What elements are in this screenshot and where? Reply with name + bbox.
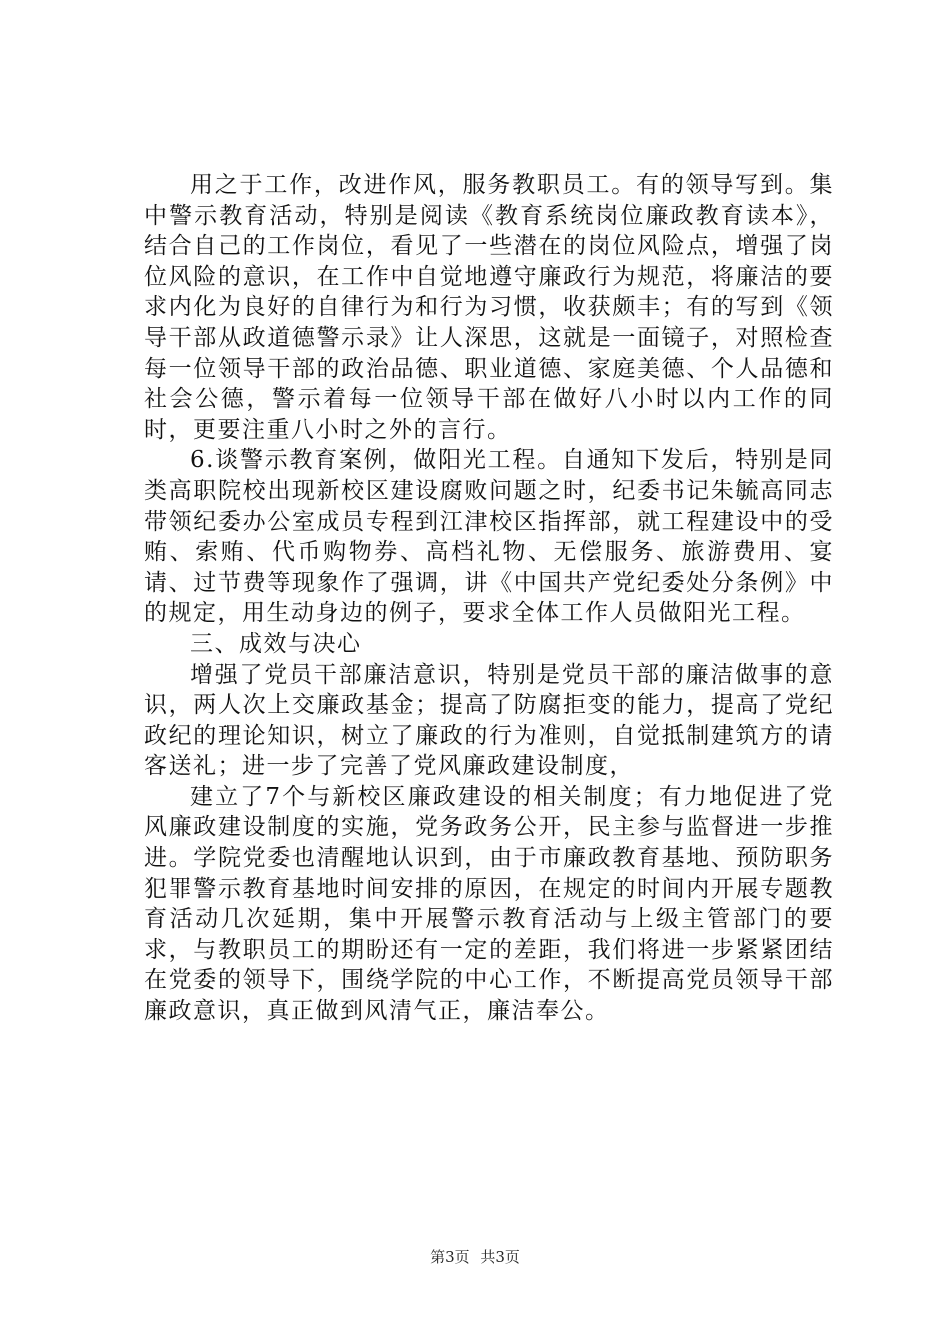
paragraph-1: 用之于工作，改进作风，服务教职员工。有的领导写到。集中警示教育活动，特别是阅读《教育系统岗位廉政教育读本》，结合自己的工作岗位，看见了一些潜在的岗位风险点，增强了岗位风险的意识，在工作中自觉地遵守廉政行为规范，将廉洁的要求内化为良好的自律行为和行为习惯，收获颇丰；有的写到《领导干部从政道德警示录》让人深思，这就是一面镜子，对照检查每一位领导干部的政治品德、职业道德、家庭美德、个人品德和社会公德，警示着每一位领导干部在做好八小时以内工作的同时，更要注重八小时之外的言行。 xyxy=(144,172,834,443)
section-heading: 三、成效与决心 xyxy=(190,630,362,657)
paragraph-4: 建立了7个与新校区廉政建设的相关制度；有力地促进了党风廉政建设制度的实施，党务政务公开，民主参与监督进一步推进。学院党委也清醒地认识到，由于市廉政教育基地、预防职务犯罪警示教育基地时间安排的原因，在规定的时间内开展专题教育活动几次延期，集中开展警示教育活动与上级主管部门的要求，与教职员工的期盼还有一定的差距，我们将进一步紧紧团结在党委的领导下，围绕学院的中心工作，不断提高党员领导干部廉政意识，真正做到风清气正，廉洁奉公。 xyxy=(144,783,834,1025)
paragraph-2: 6.谈警示教育案例，做阳光工程。自通知下发后，特别是同类高职院校出现新校区建设腐败问题之时，纪委书记朱毓高同志带领纪委办公室成员专程到江津校区指挥部，就工程建设中的受贿、索贿、代币购物券、高档礼物、无偿服务、旅游费用、宴请、过节费等现象作了强调，讲《中国共产党纪委处分条例》中的规定，用生动身边的例子，要求全体工作人员做阳光工程。 xyxy=(144,447,834,627)
page-footer xyxy=(0,1246,950,1267)
page-number: 第3页 xyxy=(430,1248,470,1266)
page-total: 共3页 xyxy=(480,1248,520,1266)
paragraph-3: 增强了党员干部廉洁意识，特别是党员干部的廉洁做事的意识，两人次上交廉政基金；提高了防腐拒变的能力，提高了党纪政纪的理论知识，树立了廉政的行为准则，自觉抵制建筑方的请客送礼；进一步了完善了党风廉政建设制度， xyxy=(144,661,834,780)
document-body xyxy=(144,170,834,1027)
